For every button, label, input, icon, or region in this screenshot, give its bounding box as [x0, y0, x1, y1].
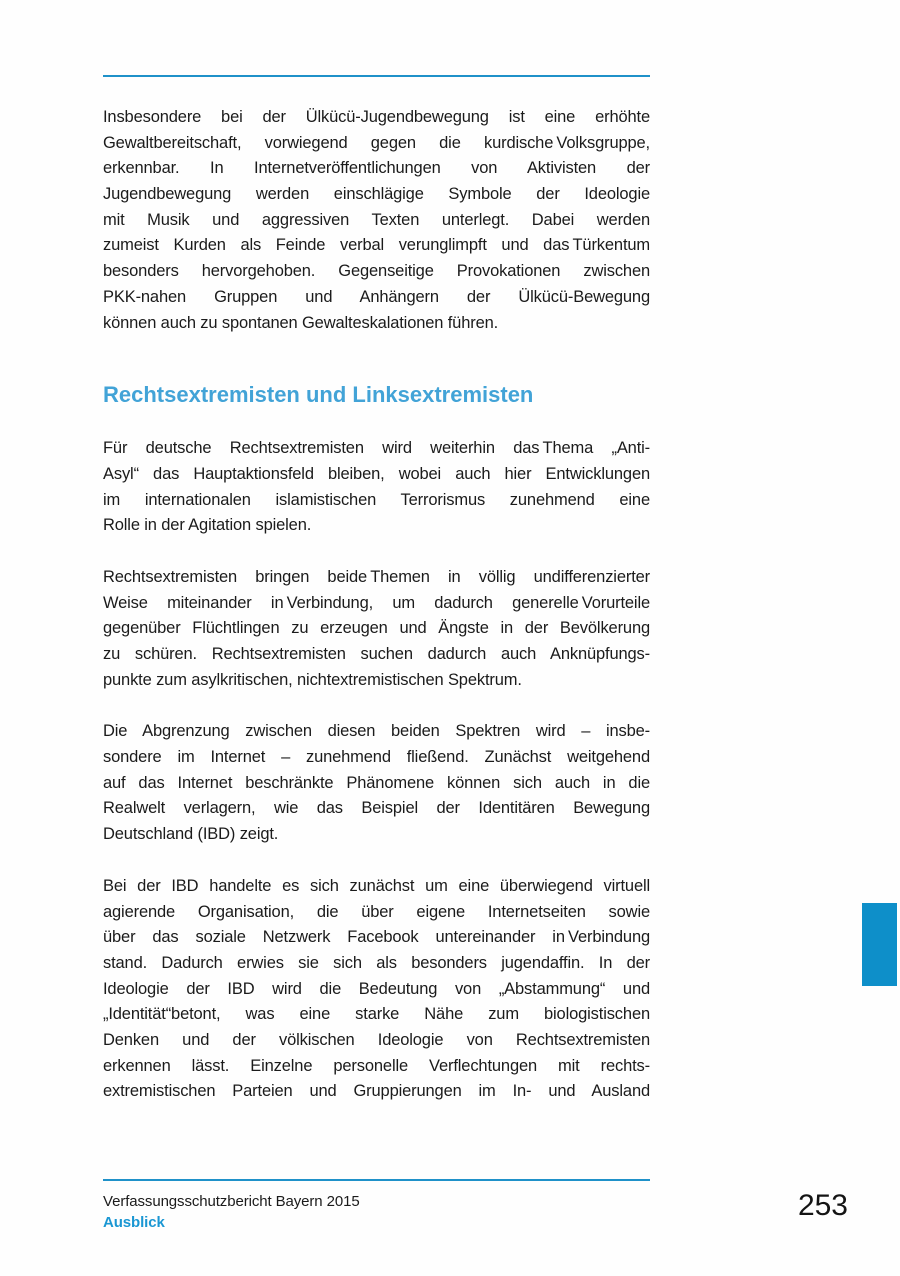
footer-section-label: Ausblick	[103, 1214, 165, 1231]
body-paragraph	[103, 436, 650, 539]
section-heading: Rechtsextremisten und Linksextremisten	[103, 382, 534, 408]
text-line: über das soziale Netzwerk Facebook untereinander in Verbindung	[103, 928, 650, 947]
text-line: Weise miteinander in Verbindung, um dadurch generelle Vorurteile	[103, 593, 650, 612]
text-line: zumeist Kurden als Feinde verbal verunglimpft und das Türkentum	[103, 236, 650, 255]
text-line: PKK-nahen Gruppen und Anhängern der Ülkücü-Bewegung	[103, 287, 650, 306]
text-line: zu schüren. Rechtsextremisten suchen dadurch auch Anknüpfungs-	[103, 645, 650, 663]
text-line: Rechtsextremisten bringen beide Themen in völlig undifferenzierter	[103, 567, 650, 586]
text-line: Denken und der völkischen Ideologie von Rechtsextremisten	[103, 1030, 650, 1049]
text-line: agierende Organisation, die über eigene Internetseiten sowie	[103, 902, 650, 921]
page-footer	[103, 1191, 360, 1233]
text-line: erkennbar. In Internetveröffentlichungen von Aktivisten der	[103, 159, 650, 178]
chapter-marker-tab	[862, 903, 897, 986]
text-line: Realwelt verlagern, wie das Beispiel der Identitären Bewegung	[103, 799, 650, 818]
top-rule	[103, 75, 650, 77]
text-line: punkte zum asylkritischen, nichtextremistischen Spektrum.	[103, 670, 522, 689]
text-line: stand. Dadurch erwies sie sich als besonders jugendaffin. In der	[103, 953, 650, 972]
footer-rule	[103, 1179, 650, 1181]
text-line: auf das Internet beschränkte Phänomene können sich auch in die	[103, 773, 650, 792]
body-paragraph	[103, 565, 650, 693]
text-line: extremistischen Parteien und Gruppierungen im In- und Ausland	[103, 1082, 650, 1101]
text-line: erkennen lässt. Einzelne personelle Verflechtungen mit rechts-	[103, 1056, 650, 1075]
text-line: mit Musik und aggressiven Texten unterlegt. Dabei werden	[103, 210, 650, 229]
text-line: Gewaltbereitschaft, vorwiegend gegen die kurdische Volksgruppe,	[103, 133, 650, 152]
text-line: „Identität“betont, was eine starke Nähe zum biologistischen	[103, 1005, 650, 1024]
report-title: Verfassungsschutzbericht Bayern 2015	[103, 1193, 360, 1210]
body-paragraph	[103, 105, 650, 336]
text-line: Deutschland (IBD) zeigt.	[103, 825, 279, 844]
body-paragraph	[103, 874, 650, 1105]
text-line: Insbesondere bei der Ülkücü-Jugendbewegung ist eine erhöhte	[103, 108, 650, 126]
text-line: besonders hervorgehoben. Gegenseitige Provokationen zwischen	[103, 262, 650, 281]
text-line: Die Abgrenzung zwischen diesen beiden Spektren wird – insbe-	[103, 722, 650, 741]
text-line: Ideologie der IBD wird die Bedeutung von „Abstammung“ und	[103, 979, 650, 998]
text-line: Jugendbewegung werden einschlägige Symbole der Ideologie	[103, 185, 650, 204]
text-line: gegenüber Flüchtlingen zu erzeugen und Ängste in der Bevölkerung	[103, 619, 650, 638]
text-line: Bei der IBD handelte es sich zunächst um eine überwiegend virtuell	[103, 876, 650, 895]
page-number: 253	[797, 1189, 848, 1222]
body-paragraph	[103, 719, 650, 847]
body-text-column	[103, 105, 650, 1105]
text-line: im internationalen islamistischen Terrorismus zunehmend eine	[103, 490, 650, 509]
text-line: Rolle in der Agitation spielen.	[103, 516, 312, 535]
text-line: sondere im Internet – zunehmend fließend. Zunächst weitgehend	[103, 748, 650, 767]
text-line: können auch zu spontanen Gewalteskalationen führen.	[103, 313, 499, 332]
text-line: Asyl“ das Hauptaktionsfeld bleiben, wobei auch hier Entwicklungen	[103, 464, 650, 483]
text-line: Für deutsche Rechtsextremisten wird weiterhin das Thema „Anti-	[103, 439, 650, 458]
